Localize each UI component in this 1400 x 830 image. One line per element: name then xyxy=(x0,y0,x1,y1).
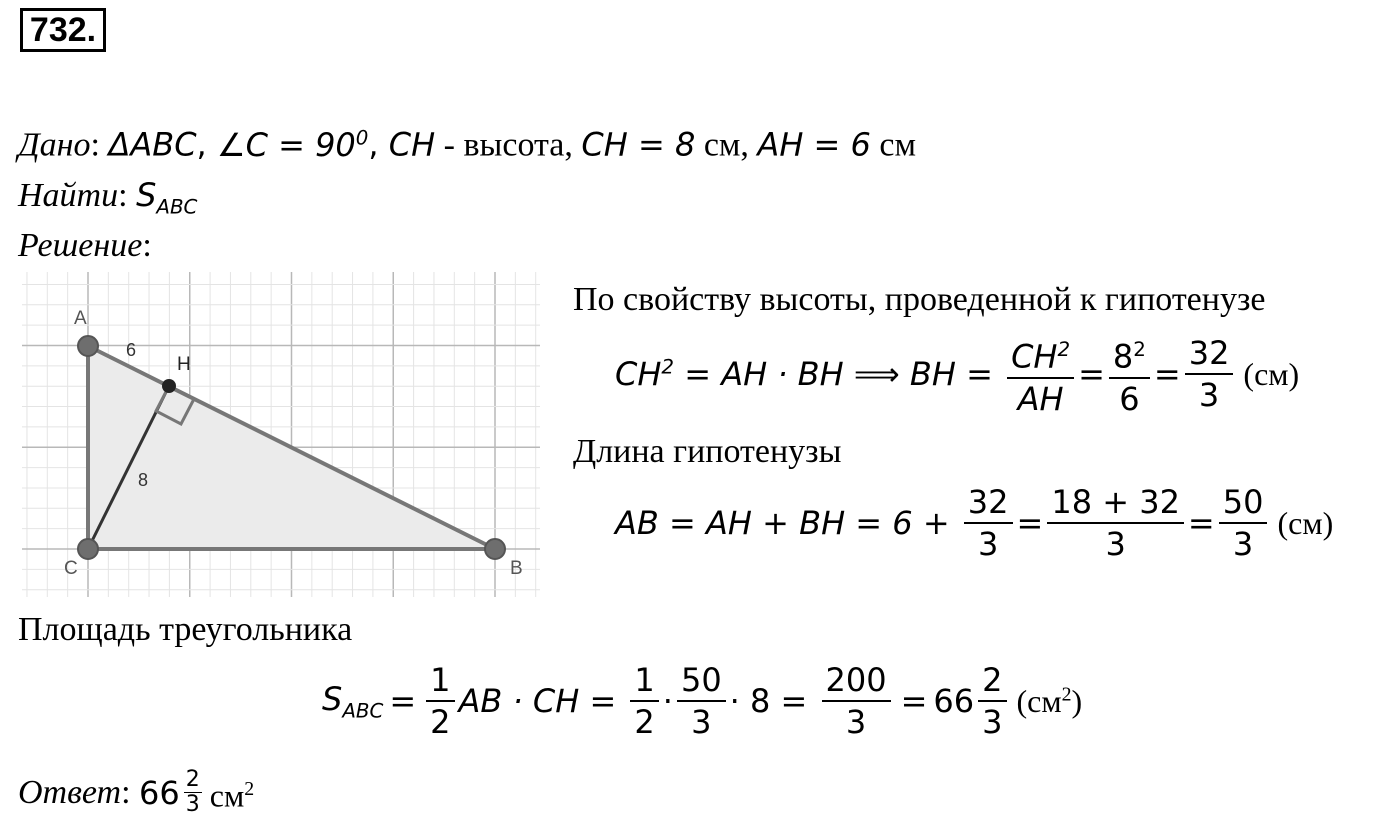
eq3-s: $S_{ABC}$ xyxy=(322,679,384,723)
eq3-frac-4: $\frac{200}{3}$ xyxy=(822,660,891,742)
find-label: Найти xyxy=(18,177,119,214)
given-height-word: - высота, xyxy=(443,126,582,164)
given-ah-value: AH = 6 xyxy=(757,125,871,164)
label-side-ch: 8 xyxy=(138,470,149,490)
eq3-mid-2: · 8 = xyxy=(729,682,818,720)
eq2-unit: (см) xyxy=(1277,504,1334,541)
answer-line: Ответ : 66 $\frac{2}{3}$ $см^2$ xyxy=(18,767,255,817)
given-ch-value: CH = 8 xyxy=(581,125,696,164)
point-h xyxy=(162,379,176,393)
answer-frac: $\frac{2}{3}$ xyxy=(185,767,200,817)
eq1-lhs: $CH^2$ xyxy=(615,355,675,394)
eq2-lhs: AB = AH + BH = 6 + xyxy=(615,504,960,542)
label-h: H xyxy=(177,354,191,375)
eq2-frac-3: $\frac{50}{3}$ xyxy=(1219,482,1268,564)
given-unit-2: см xyxy=(870,126,916,164)
label-side-ah: 6 xyxy=(126,340,137,360)
label-a: A xyxy=(74,308,87,329)
given-ch-name: CH xyxy=(388,125,436,164)
answer-unit: $см^2$ xyxy=(209,777,255,814)
given-angle: ∠C = $90^0$ xyxy=(216,125,369,164)
answer-whole: 66 xyxy=(139,773,180,812)
eq1-frac-3: $\frac{32}{3}$ xyxy=(1185,333,1234,415)
eq1-frac-1: $\frac{CH^2}{AH}$ xyxy=(1007,330,1074,419)
point-a xyxy=(78,336,98,356)
solution-label: Решение: xyxy=(18,227,152,264)
eq1-frac-2: $\frac{8^2}{6}$ xyxy=(1109,330,1150,419)
area-text: Площадь треугольника xyxy=(18,611,353,648)
given-unit-1: см, xyxy=(695,126,749,164)
given-line: Дано: ΔABC, ∠C = $90^0$, CH - высота, CH = 8 см, AH = 6 см xyxy=(18,125,916,164)
eq3-unit: $(см^2)$ xyxy=(1016,682,1083,719)
equation-bh: $CH^2$ = AH · BH ⟹ BH = $\frac{CH^2}{AH}$ = $\frac{8^2}{6}$ = $\frac{32}{3}$ (см) xyxy=(615,330,1299,419)
equation-area: $S_{ABC}$ = $\frac{1}{2}$ AB · CH = $\frac{1}{2}$ · $\frac{50}{3}$ · 8 = $\frac{200}{3}$ = 66 $\frac{2}{3}$ $(см^2)$ xyxy=(322,661,1083,741)
eq2-frac-1: $\frac{32}{3}$ xyxy=(964,482,1013,564)
property-text: По свойству высоты, проведенной к гипотенузе xyxy=(573,281,1266,318)
eq1-mid: = AH · BH ⟹ BH = xyxy=(674,355,1004,394)
problem-number: 732. xyxy=(20,8,106,52)
eq3-whole: 66 xyxy=(933,682,975,720)
label-b: B xyxy=(510,558,523,579)
given-triangle: ΔABC xyxy=(108,125,197,164)
eq1-unit: (см) xyxy=(1243,355,1300,392)
eq3-frac-2: $\frac{1}{2}$ xyxy=(630,660,658,742)
eq3-mid-1: AB · CH = xyxy=(458,682,627,720)
eq3-frac-1: $\frac{1}{2}$ xyxy=(426,660,454,742)
find-line: Найти: $S_{ABC}$ xyxy=(18,176,198,219)
triangle-diagram xyxy=(22,272,542,602)
eq3-frac-5: $\frac{2}{3}$ xyxy=(978,660,1006,742)
hypotenuse-text: Длина гипотенузы xyxy=(573,433,842,470)
point-b xyxy=(485,539,505,559)
eq2-frac-2: $\frac{18 + 32}{3}$ xyxy=(1047,482,1184,564)
find-area: $S_{ABC}$ xyxy=(136,176,198,219)
answer-label: Ответ xyxy=(18,773,122,811)
equation-ab: AB = AH + BH = 6 + $\frac{32}{3}$ = $\frac{18 + 32}{3}$ = $\frac{50}{3}$ (см) xyxy=(615,483,1334,563)
label-c: C xyxy=(64,558,78,579)
eq3-frac-3: $\frac{50}{3}$ xyxy=(677,660,726,742)
point-c xyxy=(78,539,98,559)
given-label: Дано xyxy=(18,126,91,164)
